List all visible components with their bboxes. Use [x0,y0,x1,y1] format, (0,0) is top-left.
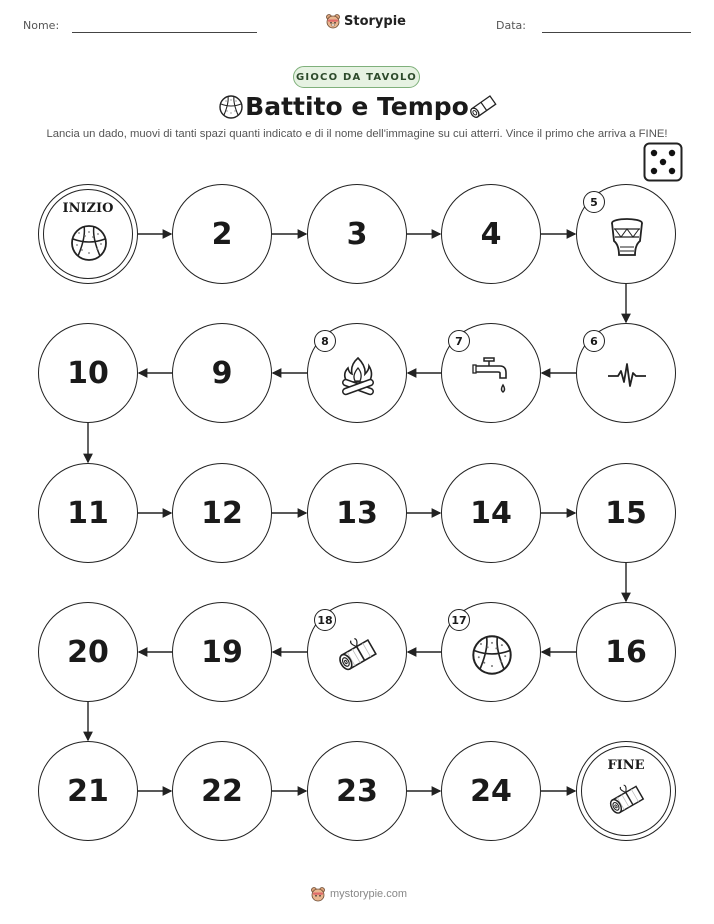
square-number: 10 [67,355,109,391]
board-square-19 [172,602,272,702]
square-number: 4 [480,216,502,252]
square-number: 23 [336,773,378,809]
basketball-icon [69,223,109,267]
square-number-badge: 18 [314,609,336,631]
name-label: Nome: [23,19,60,32]
footer-url: mystorypie.com [330,888,408,900]
board-square-12 [172,463,272,563]
square-number: 11 [67,495,109,531]
page-title: Battito e Tempo [245,92,469,121]
square-number: 20 [67,634,109,670]
start-label: INIZIO [62,201,114,216]
finish-square [576,741,676,841]
board-square-23 [307,741,407,841]
heartbeat-icon [605,354,649,402]
square-number: 3 [346,216,368,252]
board-square-2 [172,184,272,284]
date-label: Data: [496,19,526,32]
board-square-9 [172,323,272,423]
board-square-20 [38,602,138,702]
drum-icon [605,215,649,263]
brand-name: Storypie [344,13,406,29]
board-square-16 [576,602,676,702]
square-number-badge: 8 [314,330,336,352]
rolled-mat-icon [607,780,647,824]
board-square-21 [38,741,138,841]
board-square-24 [441,741,541,841]
board-square-22 [172,741,272,841]
finish-label: FINE [607,758,645,773]
square-number: 22 [201,773,243,809]
board-square-3 [307,184,407,284]
square-number-badge: 17 [448,609,470,631]
board-square-11 [38,463,138,563]
square-number: 9 [211,355,233,391]
board-square-10 [38,323,138,423]
square-number: 21 [67,773,109,809]
square-number: 24 [470,773,512,809]
square-number: 16 [605,634,647,670]
square-number-badge: 7 [448,330,470,352]
basketball-icon [470,633,514,681]
instructions: Lancia un dado, muovi di tanti spazi quanti indicato e di il nome dell'immagine su cui atterri. Vince il primo che arriva a FINE! [46,128,668,140]
rolled-mat-icon [336,633,380,681]
square-number-badge: 5 [583,191,605,213]
square-number-badge: 6 [583,330,605,352]
square-number: 15 [605,495,647,531]
square-number: 19 [201,634,243,670]
board-square-14 [441,463,541,563]
campfire-icon [336,354,380,402]
square-number: 13 [336,495,378,531]
board-square-13 [307,463,407,563]
bear-logo-icon [310,886,326,902]
square-number: 14 [470,495,512,531]
game-type-badge: GIOCO DA TAVOLO [293,66,420,88]
board-square-15 [576,463,676,563]
faucet-icon [470,354,514,402]
footer [310,886,407,902]
square-number: 2 [211,216,233,252]
board-square-4 [441,184,541,284]
start-square [38,184,138,284]
square-number: 12 [201,495,243,531]
